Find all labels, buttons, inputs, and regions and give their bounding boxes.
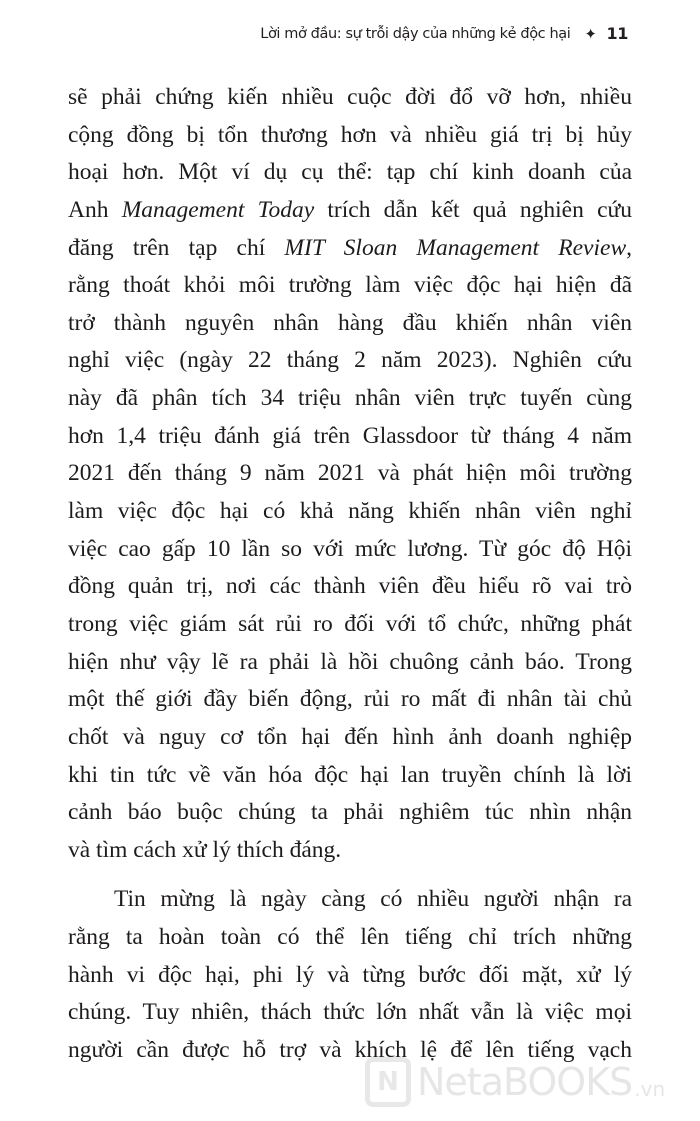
text-line [68, 380, 632, 418]
text-segment: Tin mừng là ngày càng có nhiều người nhận ra [114, 886, 632, 913]
text-line [68, 681, 632, 719]
text-segment: hiện như vậy lẽ ra phải là hồi chuông cảnh báo. Trong [68, 648, 632, 675]
netabooks-logo-icon: N [365, 1057, 411, 1107]
text-segment: Anh [68, 196, 122, 223]
text-line [68, 794, 632, 832]
text-line [68, 154, 632, 192]
text-segment: người cần được hỗ trợ và khích lệ để lên tiếng vạch [68, 1037, 632, 1064]
running-header [260, 24, 628, 43]
text-line [68, 455, 632, 493]
text-segment: cảnh báo buộc chúng ta phải nghiêm túc nhìn nhận [68, 799, 632, 826]
text-segment: làm việc độc hại có khả năng khiến nhân viên nghỉ [68, 498, 632, 525]
text-segment: hơn 1,4 triệu đánh giá trên Glassdoor từ tháng 4 năm [68, 422, 632, 449]
text-line [68, 568, 632, 606]
text-segment: trở thành nguyên nhân hàng đầu khiến nhân viên [68, 309, 632, 336]
text-line [68, 606, 632, 644]
text-segment: 2021 đến tháng 9 năm 2021 và phát hiện môi trường [68, 460, 632, 487]
text-segment: sẽ phải chứng kiến nhiều cuộc đời đổ vỡ hơn, nhiều [68, 84, 632, 110]
text-line [68, 881, 632, 919]
paragraph [68, 881, 632, 1069]
text-segment: chốt và nguy cơ tổn hại đến hình ảnh doanh nghiệp [68, 723, 632, 750]
text-segment: và tìm cách xử lý thích đáng. [68, 836, 342, 863]
italic-title: Management Today [121, 196, 315, 223]
italic-title: MIT Sloan Management Review [284, 234, 627, 261]
text-line [68, 117, 632, 155]
text-segment: hành vi độc hại, phi lý và từng bước đối mặt, xử lý [68, 961, 632, 988]
text-segment: rằng thoát khỏi môi trường làm việc độc hại hiện đã [68, 272, 632, 299]
page-body [68, 79, 632, 1082]
text-segment: nghỉ việc (ngày 22 tháng 2 năm 2023). Nghiên cứu [68, 347, 632, 374]
text-line [68, 418, 632, 456]
text-line [68, 757, 632, 795]
paragraph [68, 79, 632, 869]
text-line [68, 79, 632, 117]
text-line [68, 342, 632, 380]
text-segment: cộng đồng bị tổn thương hơn và nhiều giá trị bị hủy [68, 121, 632, 148]
text-line [68, 719, 632, 757]
text-segment: khi tin tức về văn hóa độc hại lan truyền chính là lời [68, 761, 632, 788]
text-line [68, 493, 632, 531]
watermark-name: NetaBOOKS [417, 1060, 633, 1104]
text-segment: này đã phân tích 34 triệu nhân viên trực tuyến cùng [68, 385, 632, 412]
text-line [68, 644, 632, 682]
text-segment: chúng. Tuy nhiên, thách thức lớn nhất vẫn là việc mọi [68, 999, 632, 1026]
text-line [68, 994, 632, 1032]
text-line [68, 267, 632, 305]
text-segment: trong việc giám sát rủi ro đối với tổ chức, những phát [68, 610, 632, 637]
text-segment: rằng ta hoàn toàn có thể lên tiếng chỉ trích những [68, 924, 632, 951]
text-line [68, 531, 632, 569]
text-line [68, 957, 632, 995]
text-segment: , [626, 234, 632, 261]
text-segment: trích dẫn kết quả nghiên cứu [314, 196, 632, 223]
text-line [68, 832, 632, 870]
chapter-title: Lời mở đầu: sự trỗi dậy của những kẻ độc hại [260, 25, 571, 42]
text-segment: việc cao gấp 10 lần so với mức lương. Từ góc độ Hội [68, 535, 632, 562]
text-line [68, 919, 632, 957]
text-line [68, 192, 632, 230]
text-line [68, 230, 632, 268]
page-number: 11 [606, 24, 628, 43]
text-line [68, 305, 632, 343]
text-segment: đăng trên tạp chí [68, 234, 285, 261]
watermark-logo [365, 1057, 665, 1107]
text-segment: một thế giới đầy biến động, rủi ro mất đi nhân tài chủ [68, 686, 632, 713]
four-point-star-icon: ✦ [584, 24, 597, 43]
text-segment: đồng quản trị, nơi các thành viên đều hiểu rõ vai trò [68, 573, 632, 600]
text-segment: hoại hơn. Một ví dụ cụ thể: tạp chí kinh doanh của [68, 159, 632, 186]
watermark-suffix: .vn [634, 1077, 666, 1101]
